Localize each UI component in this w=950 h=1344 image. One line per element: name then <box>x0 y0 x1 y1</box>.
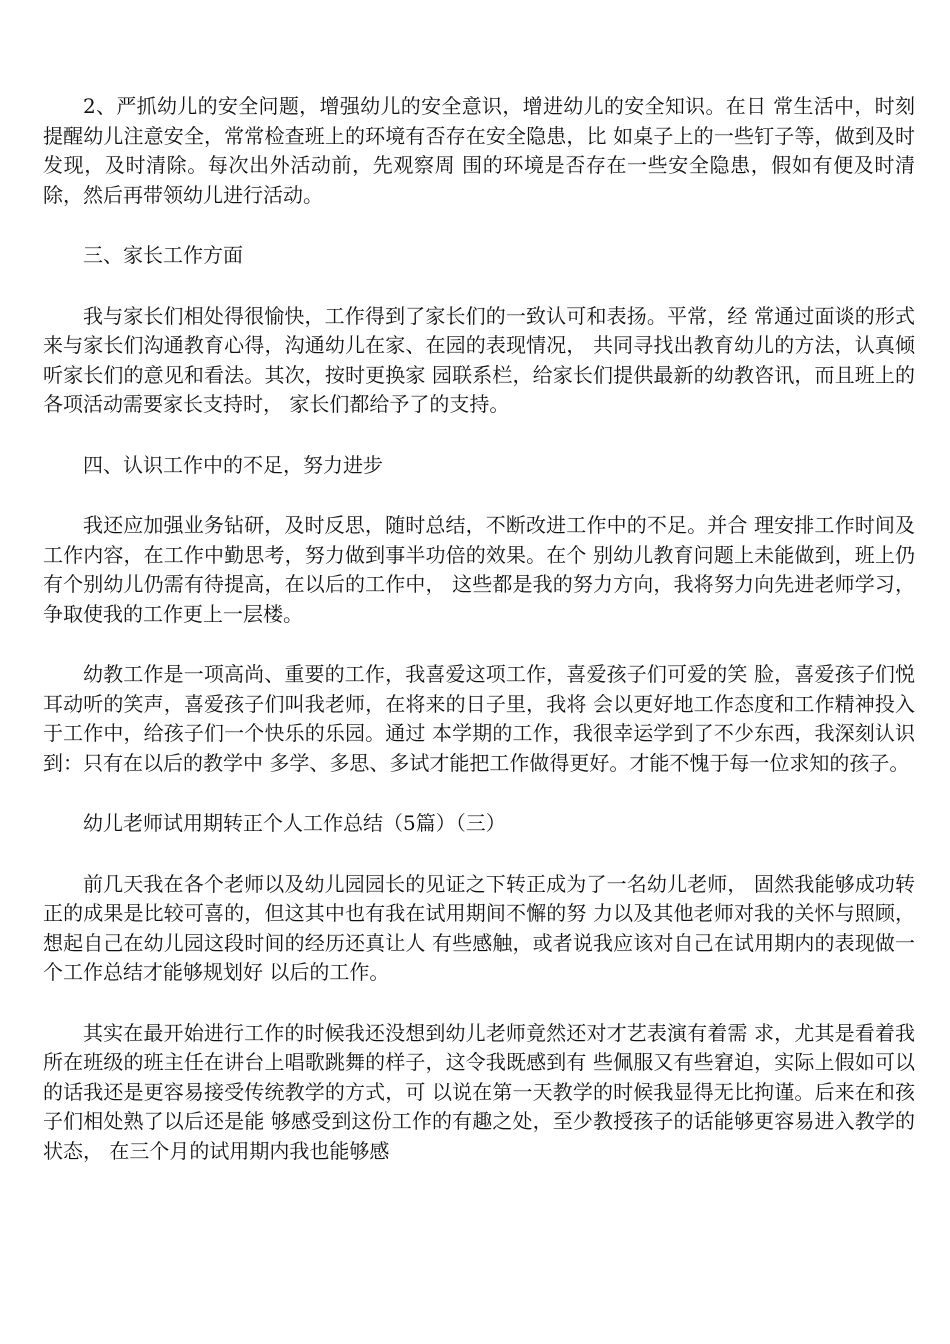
section-heading-shortcomings: 四、认识工作中的不足，努力进步 <box>83 452 383 477</box>
article-heading-part-three: 幼儿老师试用期转正个人工作总结（5篇）（三） <box>83 811 506 835</box>
document-page <box>43 92 915 1166</box>
paragraph-spacer <box>43 271 915 302</box>
paragraph-spacer <box>43 480 915 511</box>
paragraph-probation-confirmation: 前几天我在各个老师以及幼儿园园长的见证之下转正成为了一名幼儿老师， 固然我能够成功转正的成果是比较可喜的，但这其中也有我在试用期间不懈的努 力以及其他老师对我的关怀与照顾，想起自己在幼儿园这段时间的经历还真让人 有些感触，或者说我应该对自己在试用期内的表现做一个工作总结才能够规划好 以后的工作。 <box>43 871 915 984</box>
paragraph-spacer <box>43 629 915 660</box>
paragraph-safety-awareness: 2、严抓幼儿的安全问题，增强幼儿的安全意识，增进幼儿的安全知识。在日 常生活中，时刻提醒幼儿注意安全，常常检查班上的环境有否存在安全隐患，比 如桌子上的一些钉子等，做到及时发现，及时清除。每次出外活动前，先观察周 围的环境是否存在一些安全隐患，假如有便及时清除，然后再带领幼儿进行活动。 <box>43 94 915 207</box>
paragraph-parent-communication: 我与家长们相处得很愉快，工作得到了家长们的一致认可和表扬。平常，经 常通过面谈的形式来与家长们沟通教育心得，沟通幼儿在家、在园的表现情况， 共同寻找出教育幼儿的方法，认真倾听家长们的意见和看法。其次，按时更换家 园联系栏，给家长们提供最新的幼教咨讯，而且班上的各项活动需要家长支持时， 家长们都给予了的支持。 <box>43 303 915 416</box>
paragraph-teaching-passion: 幼教工作是一项高尚、重要的工作，我喜爱这项工作，喜爱孩子们可爱的笑 脸，喜爱孩子们悦耳动听的笑声，喜爱孩子们叫我老师，在将来的日子里，我将 会以更好地工作态度和工作精神投入于工作中，给孩子们一个快乐的乐园。通过 本学期的工作，我很幸运学到了不少东西，我深刻认识到：只有在以后的教学中 多学、多思、多试才能把工作做得更好。才能不愧于每一位求知的孩子。 <box>43 662 915 775</box>
section-heading-parent-work: 三、家长工作方面 <box>83 243 243 267</box>
paragraph-spacer <box>43 210 915 241</box>
paragraph-talent-requirements: 其实在最开始进行工作的时候我还没想到幼儿老师竟然还对才艺表演有着需 求，尤其是看着我所在班级的班主任在讲台上唱歌跳舞的样子，这令我既感到有 些佩服又有些窘迫，实际上假如可以的话我还是更容易接受传统教学的方式，可 以说在第一天教学的时候我显得无比拘谨。后来在和孩子们相处熟了以后还是能 够感受到这份工作的有趣之处，至少教授孩子的话能够更容易进入教学的状态， 在三个月的试用期内我也能够感 <box>43 1020 915 1163</box>
paragraph-spacer <box>43 839 915 870</box>
paragraph-improvement: 我还应加强业务钻研，及时反思，随时总结，不断改进工作中的不足。并合 理安排工作时间及工作内容，在工作中勤思考，努力做到事半功倍的效果。在个 别幼儿教育问题上未能做到，班上仍有个别幼儿仍需有待提高，在以后的工作中， 这些都是我的努力方向，我将努力向先进老师学习，争取使我的工作更上一层楼。 <box>43 513 915 626</box>
paragraph-spacer <box>43 778 915 809</box>
paragraph-spacer <box>43 988 915 1019</box>
paragraph-spacer <box>43 420 915 451</box>
